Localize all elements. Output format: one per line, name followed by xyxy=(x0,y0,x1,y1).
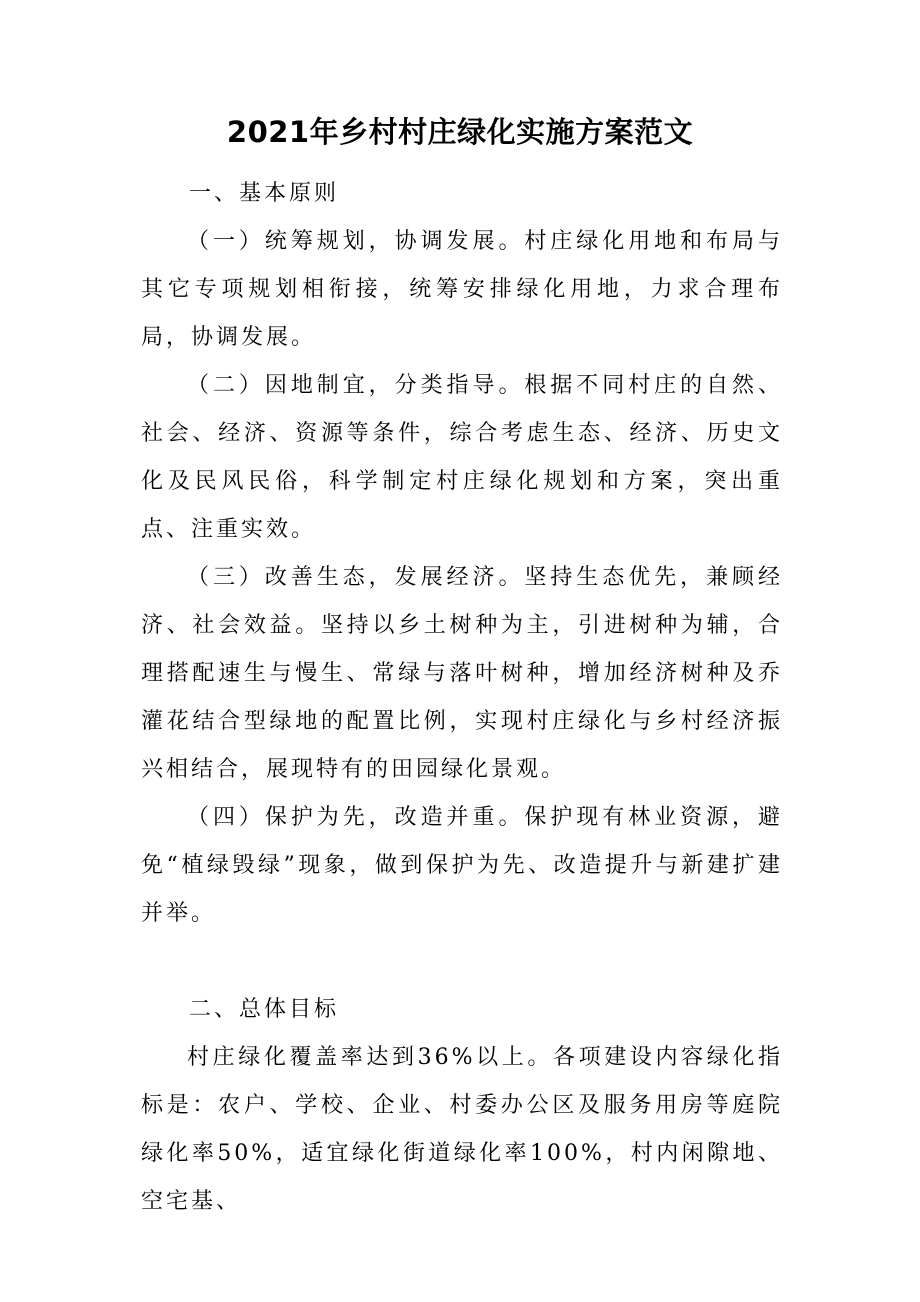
paragraph-goals: 村庄绿化覆盖率达到36%以上。各项建设内容绿化指标是：农户、学校、企业、村委办公区及服务用房等庭院绿化率50%，适宜绿化街道绿化率100%，村内闲隙地、空宅基、 xyxy=(141,1045,783,1214)
paragraph-principle-4: （四）保护为先，改造并重。保护现有林业资源，避免“植绿毁绿”现象，做到保护为先、改造提升与新建扩建并举。 xyxy=(141,805,783,926)
document-body xyxy=(141,170,783,1226)
section-heading-basic-principles: 一、基本原则 xyxy=(189,181,340,206)
paragraph-principle-3: （三）改善生态，发展经济。坚持生态优先，兼顾经济、社会效益。坚持以乡土树种为主，引进树种为辅，合理搭配速生与慢生、常绿与落叶树种，增加经济树种及乔灌花结合型绿地的配置比例，实现村庄绿化与乡村经济振兴相结合，展现特有的田园绿化景观。 xyxy=(141,565,783,782)
section-spacer xyxy=(141,938,783,986)
section-heading-overall-goals: 二、总体目标 xyxy=(189,997,340,1022)
document-title: 2021年乡村村庄绿化实施方案范文 xyxy=(226,115,694,149)
paragraph-principle-1: （一）统筹规划，协调发展。村庄绿化用地和布局与其它专项规划相衔接，统筹安排绿化用地，力求合理布局，协调发展。 xyxy=(141,229,783,350)
paragraph-principle-2: （二）因地制宜，分类指导。根据不同村庄的自然、社会、经济、资源等条件，综合考虑生态、经济、历史文化及民风民俗，科学制定村庄绿化规划和方案，突出重点、注重实效。 xyxy=(141,373,783,542)
